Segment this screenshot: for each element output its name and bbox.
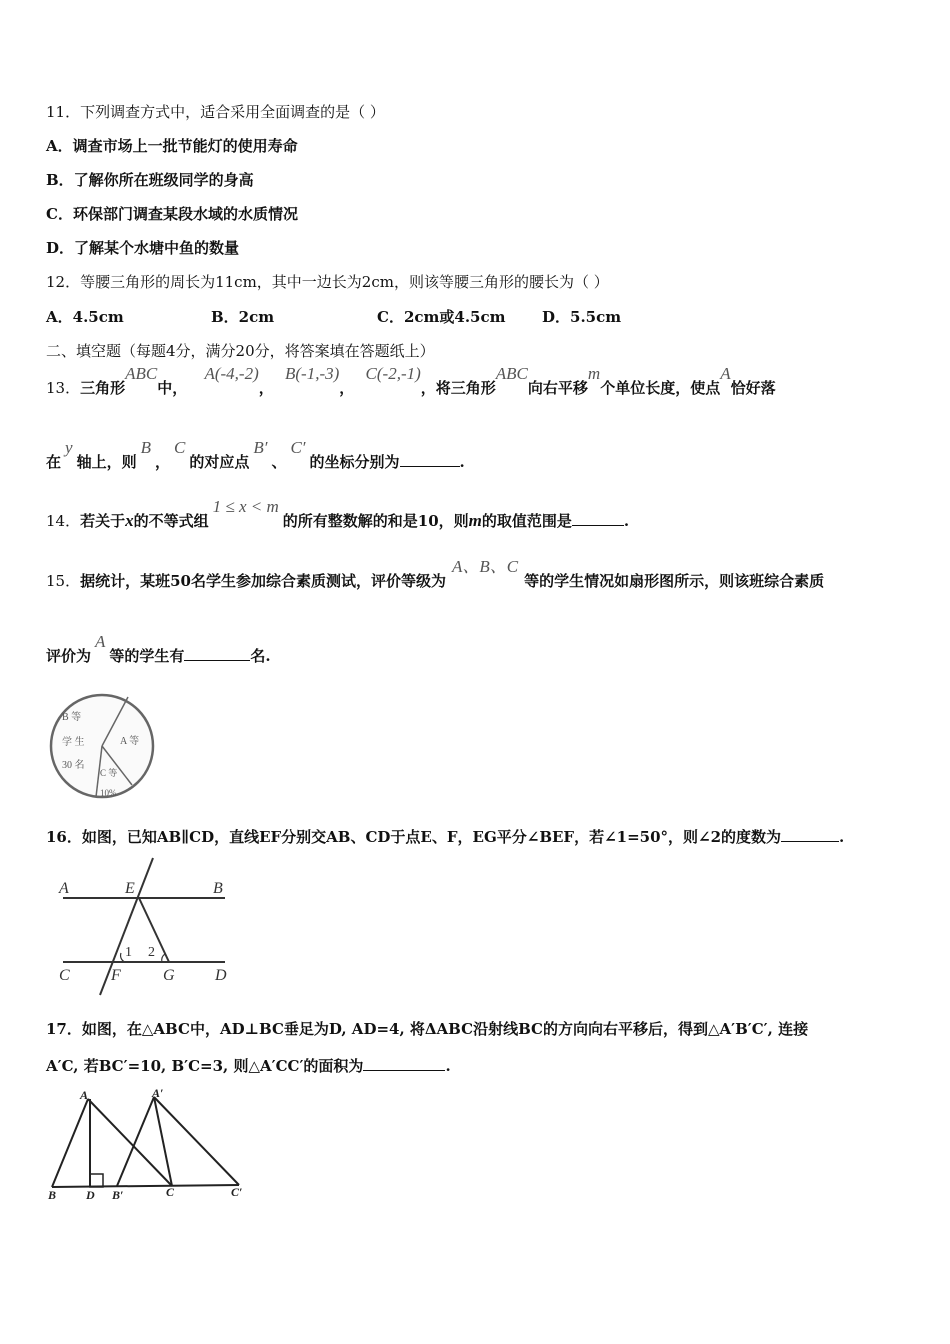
pie-b-label: B 等 [62, 712, 82, 723]
label-c-prime: C′ [231, 1185, 243, 1199]
q12-stem: 12．等腰三角形的周长为11cm，其中一边长为2cm，则该等腰三角形的腰长为（ ） [46, 273, 609, 291]
label-d: D [86, 1188, 95, 1202]
q17-line1: 17．如图，在△ABC中，AD⊥BC垂足为D, AD=4, 将ΔABC沿射线BC的方向向右平移后，得到△A′B′C′, 连接 [46, 1020, 809, 1038]
right-angle-mark [90, 1174, 103, 1187]
pie-a-label: A 等 [120, 736, 140, 747]
pie-b-label2: 学 生 [62, 737, 85, 748]
pie-chart-figure [48, 690, 158, 802]
answer-blank[interactable] [400, 452, 460, 467]
answer-blank[interactable] [363, 1056, 445, 1071]
label-c: C [59, 967, 70, 984]
section-heading: 二、填空题（每题4分，满分20分，将答案填在答题纸上） [46, 342, 435, 360]
label-a-prime: A′ [152, 1086, 164, 1100]
label-b-prime: B′ [112, 1188, 124, 1202]
answer-blank[interactable] [781, 827, 839, 842]
q15-line1: 15．据统计，某班50名学生参加综合素质测试，评价等级为A、B、C等的学生情况如扇形图所示，则该班综合素质 [46, 557, 825, 590]
label-angle-2: 2 [148, 945, 155, 960]
baseline-bc [52, 1185, 239, 1187]
label-a: A [59, 880, 69, 897]
q11-option-c: C．环保部门调查某段水域的水质情况 [46, 205, 298, 223]
side-a-prime-c-prime [154, 1097, 239, 1185]
pie-b-label3: 30 名 [62, 760, 85, 771]
q12-option-a: A．4.5cm [46, 308, 124, 326]
q16-line: 16．如图，已知AB∥CD，直线EF分别交AB、CD于点E、F，EG平分∠BEF，若∠1=50°，则∠2的度数为 . [46, 828, 845, 846]
transversal-ef [100, 858, 153, 995]
side-ac [88, 1099, 172, 1186]
q11-option-a: A．调查市场上一批节能灯的使用寿命 [46, 137, 298, 155]
label-angle-1: 1 [125, 945, 132, 960]
answer-blank[interactable] [184, 646, 250, 661]
q12-option-d: D．5.5cm [542, 308, 622, 326]
label-a: A [80, 1088, 89, 1102]
side-ab [52, 1099, 88, 1187]
label-b: B [213, 880, 223, 897]
q11-stem: 11．下列调查方式中，适合采用全面调查的是（ ） [46, 103, 385, 121]
q12-option-c: C．2cm或4.5cm [377, 308, 506, 326]
pie-c-label: C 等 [100, 768, 118, 778]
translation-triangles-figure [44, 1085, 249, 1205]
label-f: F [111, 967, 121, 984]
q12-option-b: B．2cm [211, 308, 275, 326]
q13-line2: 在y轴上，则B，C的对应点B′、C′的坐标分别为 . [46, 438, 465, 471]
label-c: C [166, 1185, 175, 1199]
q11-option-b: B．了解你所在班级同学的身高 [46, 171, 254, 189]
side-a-prime-b-prime [117, 1097, 154, 1186]
answer-blank[interactable] [572, 511, 624, 526]
label-e: E [125, 880, 135, 897]
pie-c-percent: 10% [100, 788, 117, 798]
q14-line: 14．若关于x的不等式组1 ≤ x < m的所有整数解的和是10，则m的取值范围是 . [46, 497, 630, 530]
angle-2-arc [162, 954, 165, 962]
label-g: G [163, 967, 175, 984]
q17-line2: A′C, 若BC′=10, B′C=3, 则△A′CC′的面积为 . [46, 1057, 451, 1075]
segment-a-prime-c [154, 1097, 172, 1186]
q15-line2: 评价为A等的学生有 名. [46, 632, 271, 665]
label-b: B [48, 1188, 57, 1202]
q11-option-d: D．了解某个水塘中鱼的数量 [46, 239, 240, 257]
label-d: D [215, 967, 227, 984]
parallel-lines-figure [55, 855, 235, 1000]
q13-line1: 13．三角形ABC中， A(-4,-2)， B(-1,-3)， C(-2,-1)，将三角形ABC向右平移m个单位长度，使点A恰好落 [46, 364, 776, 397]
